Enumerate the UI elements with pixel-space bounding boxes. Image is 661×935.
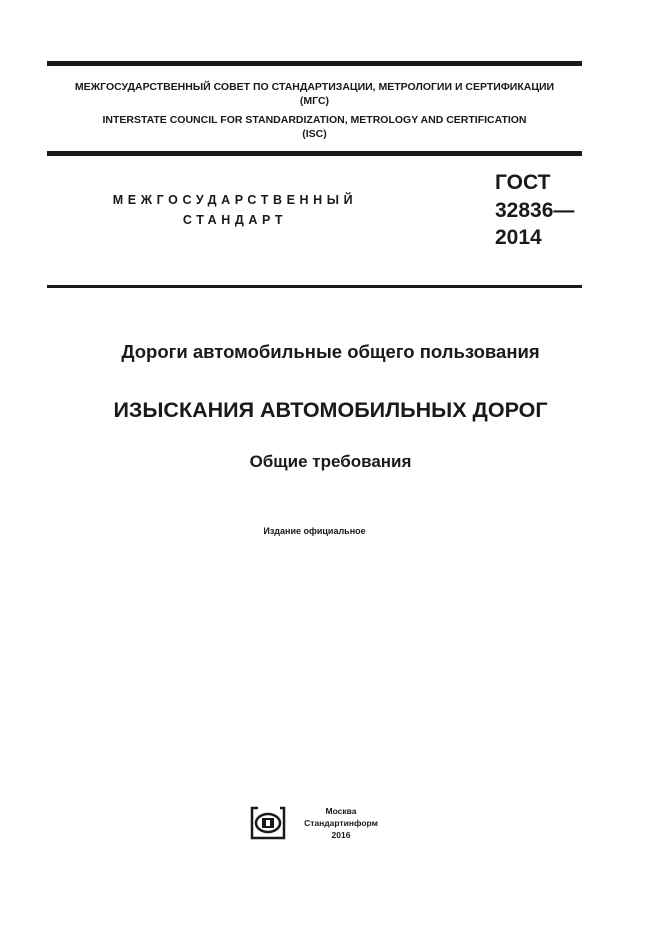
council-en-abbr: (ISC): [302, 128, 327, 140]
council-en-name: INTERSTATE COUNCIL FOR STANDARDIZATION, METROLOGY AND CERTIFICATION: [102, 114, 527, 126]
gost-number: 32836—: [495, 199, 575, 222]
standard-type-label: МЕЖГОСУДАРСТВЕННЫЙ: [112, 193, 358, 207]
edition-note: Издание официальное: [263, 526, 366, 536]
standard-type-label-2: СТАНДАРТ: [182, 213, 288, 227]
document-title: Дороги автомобильные общего пользования: [121, 341, 540, 362]
document-subtitle: Общие требования: [249, 452, 412, 471]
top-rule: [47, 61, 582, 66]
imprint-publisher: Стандартинформ: [304, 818, 378, 828]
middle-rule: [47, 151, 582, 156]
gost-prefix: ГОСТ: [495, 171, 551, 194]
council-ru-abbr: (МГС): [299, 95, 330, 107]
gost-year: 2014: [495, 226, 542, 249]
imprint-year: 2016: [331, 830, 351, 840]
lower-rule: [47, 285, 582, 288]
council-ru-name: МЕЖГОСУДАРСТВЕННЫЙ СОВЕТ ПО СТАНДАРТИЗАЦИИ, МЕТРОЛОГИИ И СЕРТИФИКАЦИИ: [74, 81, 555, 93]
council-en-block: [47, 113, 582, 141]
council-ru-block: [47, 80, 582, 108]
imprint-city: Москва: [325, 806, 357, 816]
standartinform-logo-icon: [249, 805, 287, 841]
document-subject: ИЗЫСКАНИЯ АВТОМОБИЛЬНЫХ ДОРОГ: [113, 398, 548, 422]
